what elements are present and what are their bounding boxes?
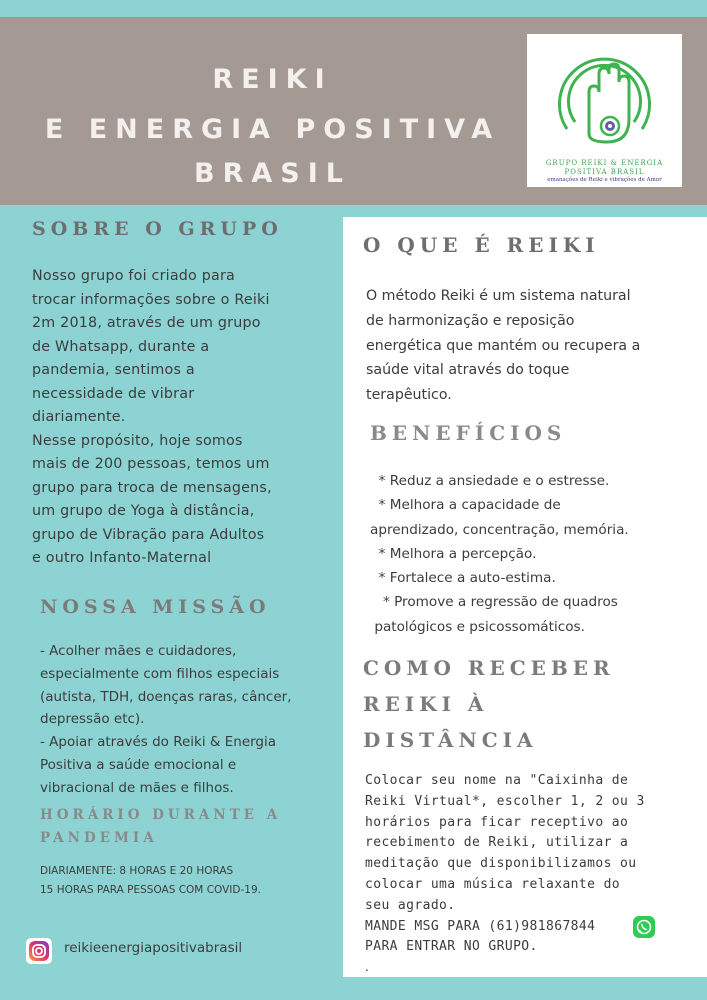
missao-line: depressão etc). [40,711,145,728]
sobre-line: grupo de Vibração para Adultos [32,526,265,543]
sobre-line: Nesse propósito, hoje somos [32,432,243,449]
logo-text-line-1: GRUPO REIKI & ENERGIA [545,159,664,167]
como-line: Colocar seu nome na "Caixinha de [365,773,629,788]
missao-line: vibracional de mães e filhos. [40,779,234,796]
beneficio-item: * Fortalece a auto-estima. [370,570,556,587]
contact-line: MANDE MSG PARA (61)981867844 [365,918,596,934]
beneficio-item: * Melhora a capacidade de [370,497,561,514]
group-logo [527,34,682,187]
horario-line: 15 HORAS PARA PESSOAS COM COVID-19. [40,884,261,896]
beneficio-item: * Reduz a ansiedade e o estresse. [370,473,610,489]
trailing-dot: . [365,960,369,974]
whatsapp-icon[interactable] [633,916,655,938]
sobre-line: um grupo de Yoga à distância, [32,503,255,519]
sobre-line: e outro Infanto-Maternal [32,550,212,566]
missao-line: Positiva a saúde emocional e [40,756,237,773]
como-heading-line: DISTÂNCIA [363,728,538,752]
reiki-hand-logo-icon [527,34,682,159]
reiki-line: O método Reiki é um sistema natural [366,288,631,304]
title-line-1: REIKI [212,64,333,95]
beneficio-item: aprendizado, concentração, memória. [370,521,629,538]
instagram-icon[interactable] [26,938,52,964]
sobre-line: mais de 200 pessoas, temos um [32,456,270,472]
missao-line: (autista, TDH, doenças raras, câncer, [40,688,292,705]
como-heading-line: COMO RECEBER [363,656,615,680]
reiki-line: terapêutico. [366,387,452,404]
beneficio-item: * Melhora a percepção. [370,545,537,562]
sobre-line: grupo para troca de mensagens, [32,479,272,496]
missao-paragraph [40,640,300,800]
contact-line: PARA ENTRAR NO GRUPO. [365,939,538,955]
reiki-line: energética que mantém ou recupera a [366,337,641,354]
horario-heading-line: HORÁRIO DURANTE A [40,807,282,823]
sobre-heading: SOBRE O GRUPO [32,218,283,240]
missao-heading: NOSSA MISSÃO [40,596,271,618]
instagram-handle[interactable]: reikieenergiapositivabrasil [64,940,243,956]
title-line-2: E ENERGIA POSITIVA [44,114,501,145]
sobre-line: necessidade de vibrar [32,385,195,402]
sobre-line: trocar informações sobre o Reiki [32,291,270,308]
como-line: seu agrado. [365,897,456,913]
beneficios-heading: BENEFÍCIOS [370,421,567,445]
horario-text [40,862,310,900]
reiki-line: de harmonização e reposição [366,312,575,329]
beneficio-item: * Promove a regressão de quadros [370,594,618,611]
sobre-line: diariamente. [32,409,126,425]
beneficios-list [370,469,680,639]
missao-line: - Apoiar através do Reiki & Energia [40,734,277,751]
como-line: meditação que disponibilizamos ou [365,856,637,872]
como-heading-line: REIKI À [363,692,489,716]
horario-heading-line: PANDEMIA [40,830,158,846]
missao-line: especialmente com filhos especiais [40,665,280,682]
sobre-line: de Whatsapp, durante a [32,338,210,355]
como-line: horários para ficar receptivo ao [365,814,629,830]
sobre-paragraph [32,265,322,571]
como-line: recebimento de Reiki, utilizar a [365,835,629,851]
beneficio-item: patológicos e psicossomáticos. [370,618,585,635]
reiki-heading: O QUE É REIKI [363,233,600,257]
sobre-line: Nosso grupo foi criado para [32,268,236,284]
reiki-paragraph [366,284,676,408]
sobre-line: pandemia, sentimos a [32,362,195,378]
como-line: colocar uma música relaxante do [365,876,621,892]
como-heading [363,650,663,758]
sobre-line: 2m 2018, através de um grupo [32,315,261,331]
title-line-3: BRASIL [194,158,351,189]
logo-tagline: emanações de Reiki e vibrações de Amor [547,177,662,183]
missao-line: - Acolher mães e cuidadores, [40,643,237,659]
logo-text-line-2: POSITIVA BRASIL [564,168,645,176]
como-paragraph [365,771,665,958]
horario-line: DIARIAMENTE: 8 HORAS E 20 HORAS [40,865,234,877]
horario-heading [40,804,300,850]
como-line: Reiki Virtual*, escolher 1, 2 ou 3 [365,793,645,809]
reiki-line: saúde vital através do toque [366,362,570,379]
